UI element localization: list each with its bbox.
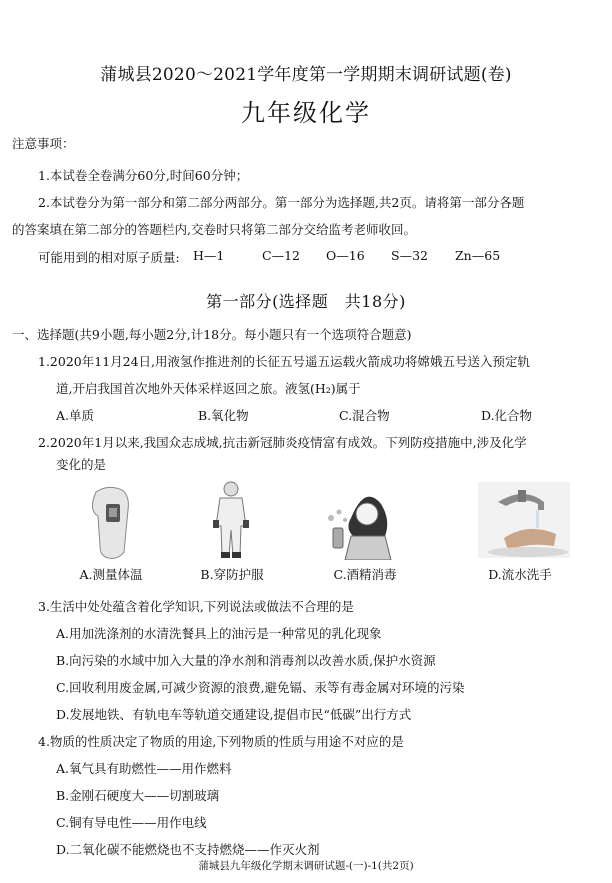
q1-option-d: D.化合物 (481, 408, 533, 423)
q2-option-b: B.穿防护服 (200, 567, 264, 582)
thermometer-image (78, 482, 138, 562)
page-footer: 蒲城县九年级化学期末调研试题-(一)-1(共2页) (198, 860, 414, 872)
atomic-mass-s: S—32 (391, 248, 428, 263)
q4-stem: 4.物质的性质决定了物质的用途,下列物质的性质与用途不对应的是 (38, 734, 404, 749)
q1-stem-line-1: 1.2020年11月24日,用液氢作推进剂的长征五号遥五运载火箭成功将嫦娥五号送入预定轨 (38, 354, 531, 369)
faucet-washing-image (478, 482, 570, 558)
atomic-mass-label: 可能用到的相对原子质量: (38, 250, 180, 265)
q2-option-d: D.流水洗手 (488, 567, 552, 582)
q1-option-a: A.单质 (56, 408, 95, 423)
q3-option-c: C.回收利用废金属,可减少资源的浪费,避免镉、汞等有毒金属对环境的污染 (56, 680, 465, 695)
q3-stem: 3.生活中处处蕴含着化学知识,下列说法或做法不合理的是 (38, 599, 354, 614)
q4-option-a: A.氧气具有助燃性——用作燃料 (56, 761, 232, 776)
q3-option-d: D.发展地铁、有轨电车等轨道交通建设,提倡市民“低碳”出行方式 (56, 707, 412, 722)
q4-option-d: D.二氧化碳不能燃烧也不支持燃烧——作灭火剂 (56, 842, 320, 857)
note-item-2-line-1: 2.本试卷分为第一部分和第二部分两部分。第一部分为选择题,共2页。请将第一部分各题 (38, 195, 525, 210)
exam-title: 蒲城县2020～2021学年度第一学期期末调研试题(卷) (100, 65, 512, 85)
q2-stem-line-2: 变化的是 (56, 457, 107, 472)
part1-title: 第一部分(选择题 共18分) (206, 292, 406, 311)
subject-title: 九年级化学 (241, 99, 371, 127)
q1-option-c: C.混合物 (339, 408, 390, 423)
notes-heading: 注意事项： (12, 136, 75, 151)
q1-option-b: B.氧化物 (198, 408, 249, 423)
q2-stem-line-1: 2.2020年1月以来,我国众志成城,抗击新冠肺炎疫情富有成效。下列防疫措施中,涉及化学 (38, 435, 527, 450)
q1-stem-line-2: 道,开启我国首次地外天体采样返回之旅。液氢(H₂)属于 (56, 381, 361, 396)
q2-option-c: C.酒精消毒 (333, 567, 397, 582)
q2-option-a: A.测量体温 (79, 567, 143, 582)
atomic-mass-zn: Zn—65 (455, 248, 501, 263)
q4-option-c: C.铜有导电性——用作电线 (56, 815, 207, 830)
atomic-mass-c: C—12 (262, 248, 300, 263)
q3-option-b: B.向污染的水域中加入大量的净水剂和消毒剂以改善水质,保护水资源 (56, 653, 436, 668)
note-item-1: 1.本试卷全卷满分60分,时间60分钟； (38, 168, 249, 183)
note-item-2-line-2: 的答案填在第二部分的答题栏内,交卷时只将第二部分交给监考老师收回。 (12, 222, 416, 237)
q4-option-b: B.金刚石硬度大——切割玻璃 (56, 788, 220, 803)
part1-instruction: 一、选择题(共9小题,每小题2分,计18分。每小题只有一个选项符合题意) (12, 327, 412, 342)
atomic-mass-o: O—16 (326, 248, 365, 263)
atomic-mass-h: H—1 (193, 248, 225, 263)
q3-option-a: A.用加洗涤剂的水清洗餐具上的油污是一种常见的乳化现象 (56, 626, 382, 641)
alcohol-disinfection-image (325, 484, 405, 560)
protective-suit-image (210, 480, 252, 560)
